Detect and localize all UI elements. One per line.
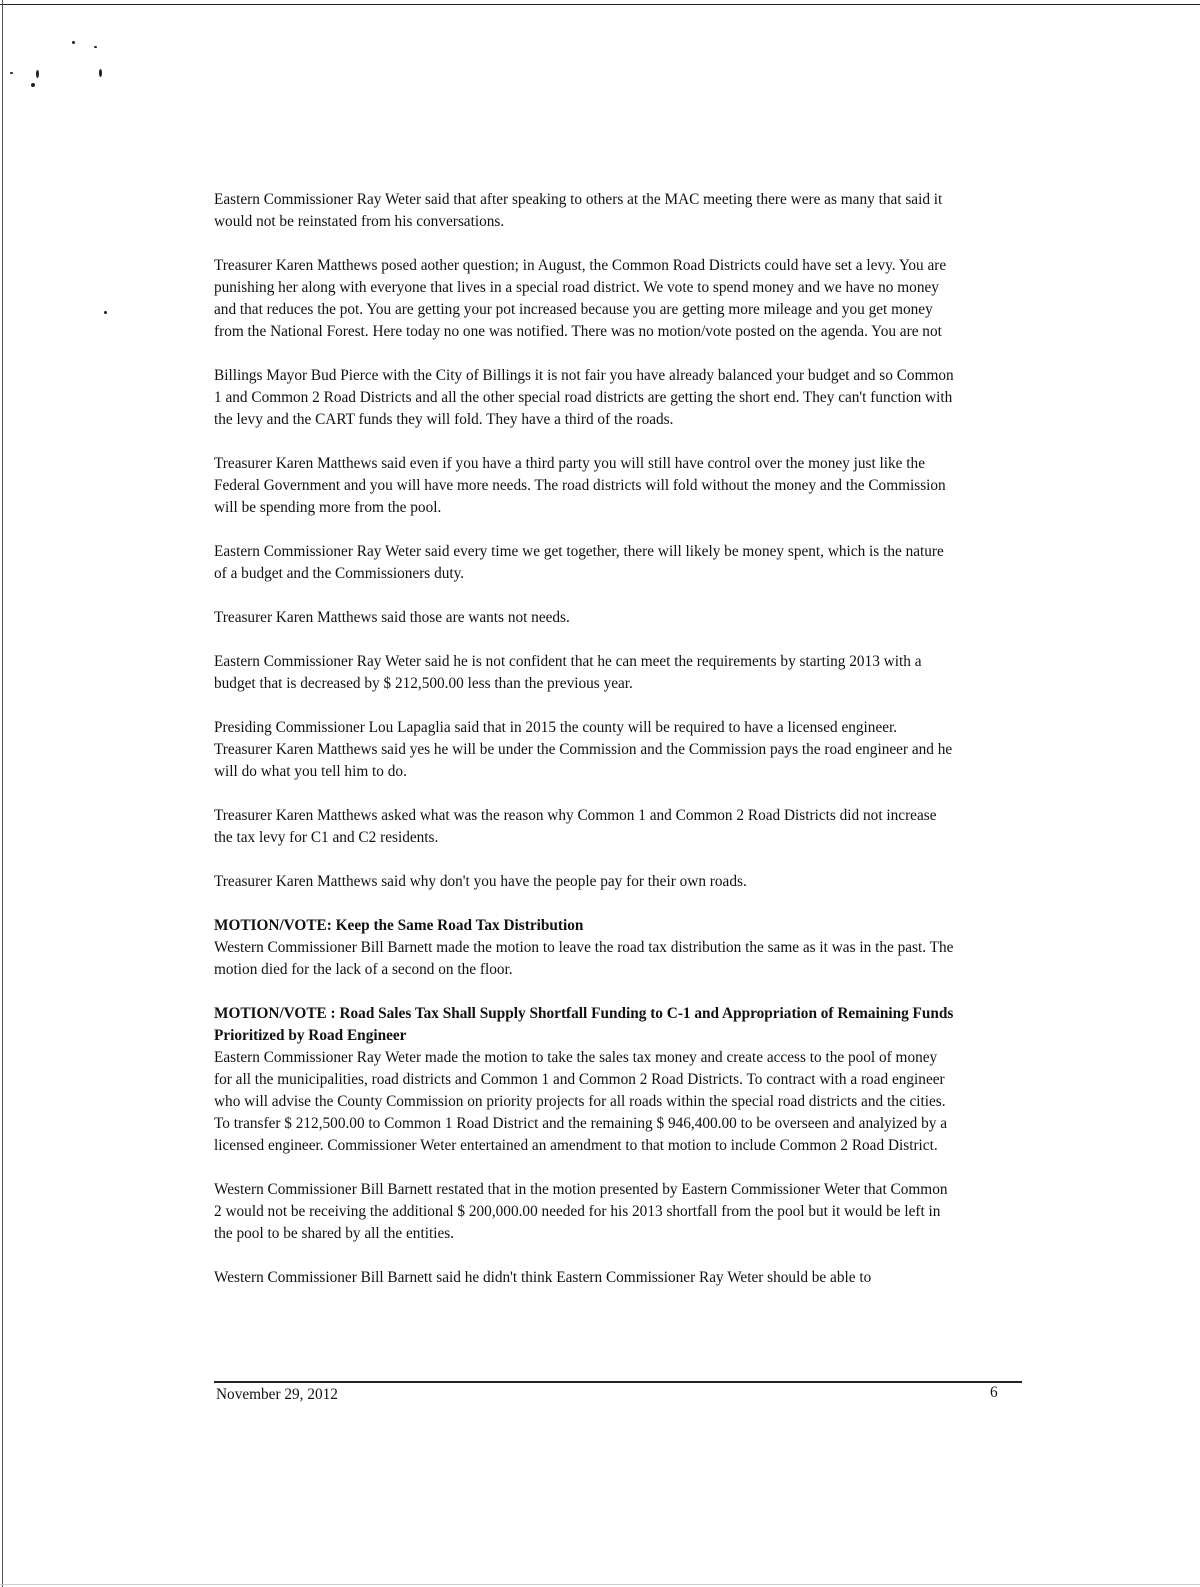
motion-body: Western Commissioner Bill Barnett made the motion to leave the road tax distribution the same as it was in the past. The motion died for the lack of a second on the floor. [214, 939, 954, 978]
scan-speck [10, 72, 13, 74]
motion-heading: MOTION/VOTE: Keep the Same Road Tax Distribution [214, 917, 584, 934]
scan-speck [104, 311, 107, 314]
footer-divider [214, 1381, 1022, 1383]
motion-body: Eastern Commissioner Ray Weter made the motion to take the sales tax money and create access to the pool of money for all the municipalities, road districts and Common 1 and Common 2 Road Districts. To contract with a road engineer who will advise the County Commission on priority projects for all roads within the special road districts and the cities. To transfer $ 212,500.00 to Common 1 Road District and the remaining $ 946,400.00 to be overseen and analyized by a licensed engineer. Commissioner Weter entertained an amendment to that motion to include Common 2 Road District. [214, 1049, 948, 1154]
paragraph: Treasurer Karen Matthews asked what was the reason why Common 1 and Common 2 Road Districts did not increase the tax levy for C1 and C2 residents. [214, 807, 937, 846]
footer-date: November 29, 2012 [216, 1386, 338, 1403]
paragraph: Treasurer Karen Matthews said yes he will be under the Commission and the Commission pays the road engineer and he will do what you tell him to do. [214, 741, 953, 780]
scan-bottom-edge [0, 1584, 1200, 1585]
paragraph: Eastern Commissioner Ray Weter said he is not confident that he can meet the requirements by starting 2013 with a budget that is decreased by $ 212,500.00 less than the previous year. [214, 653, 922, 692]
paragraph: Eastern Commissioner Ray Weter said that after speaking to others at the MAC meeting there were as many that said it would not be reinstated from his conversations. [214, 191, 943, 230]
scan-speck [72, 41, 75, 44]
paragraph: Treasurer Karen Matthews said even if you have a third party you will still have control over the money just like the Federal Government and you will have more needs. The road districts will fold without the money and the Commission will be spending more from the pool. [214, 455, 946, 516]
paragraph: Western Commissioner Bill Barnett said he didn't think Eastern Commissioner Ray Weter should be able to [214, 1269, 872, 1286]
motion-heading: MOTION/VOTE : Road Sales Tax Shall Supply Shortfall Funding to C-1 and Appropriation of Remaining Funds Prioritized by Road Engineer [214, 1005, 954, 1044]
scan-speck [94, 46, 97, 48]
page-number: 6 [990, 1384, 998, 1401]
scan-speck [99, 69, 102, 77]
scan-top-edge [0, 4, 1200, 5]
paragraph: Billings Mayor Bud Pierce with the City of Billings it is not fair you have already balanced your budget and so Common 1 and Common 2 Road Districts and all the other special road districts are getting the short end. They can't function with the levy and the CART funds they will fold. They have a third of the roads. [214, 367, 954, 428]
paragraph: Treasurer Karen Matthews said why don't you have the people pay for their own roads. [214, 873, 747, 890]
minutes-body [214, 189, 954, 1311]
scan-speck [36, 70, 39, 78]
paragraph: Presiding Commissioner Lou Lapaglia said that in 2015 the county will be required to have a licensed engineer. [214, 719, 898, 736]
paragraph: Eastern Commissioner Ray Weter said every time we get together, there will likely be money spent, which is the nature of a budget and the Commissioners duty. [214, 543, 944, 582]
paragraph: Western Commissioner Bill Barnett restated that in the motion presented by Eastern Commissioner Weter that Common 2 would not be receiving the additional $ 200,000.00 needed for his 2013 shortfall from the pool but it would be left in the pool to be shared by all the entities. [214, 1181, 948, 1242]
paragraph: Treasurer Karen Matthews posed aother question; in August, the Common Road Districts could have set a levy. You are punishing her along with everyone that lives in a special road district. We vote to spend money and we have no money and that reduces the pot. You are getting your pot increased because you are getting more mileage and you get money from the National Forest. Here today no one was notified. There was no motion/vote posted on the agenda. You are not [214, 257, 947, 340]
paragraph: Treasurer Karen Matthews said those are wants not needs. [214, 609, 570, 626]
scan-left-edge [2, 0, 3, 1587]
scan-speck [31, 83, 35, 87]
